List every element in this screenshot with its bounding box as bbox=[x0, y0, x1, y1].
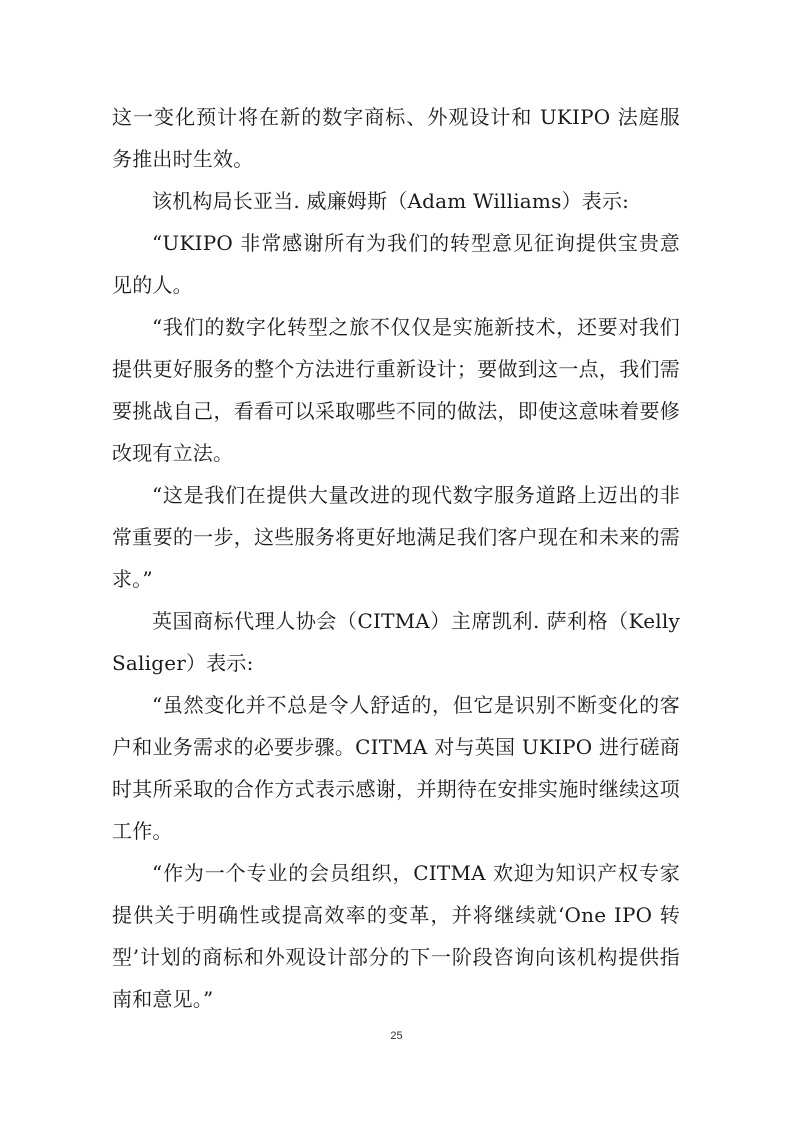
paragraph: 该机构局长亚当. 威廉姆斯（Adam Williams）表示: bbox=[152, 189, 630, 213]
paragraph: 英国商标代理人协会（CITMA）主席凯利. 萨利格（Kelly Saliger）表示: bbox=[112, 609, 680, 675]
paragraph: “作为一个专业的会员组织，CITMA 欢迎为知识产权专家提供关于明确性或提高效率的变革，并将继续就‘One IPO 转型’计划的商标和外观设计部分的下一阶段咨询向该机构提供指南和意见。” bbox=[112, 861, 680, 1011]
paragraph: “虽然变化并不总是令人舒适的，但它是识别不断变化的客户和业务需求的必要步骤。CITMA 对与英国 UKIPO 进行磋商时其所采取的合作方式表示感谢，并期待在安排实施时继续这项工作。 bbox=[112, 693, 680, 843]
page-body bbox=[112, 96, 680, 1020]
paragraph: “我们的数字化转型之旅不仅仅是实施新技术，还要对我们提供更好服务的整个方法进行重新设计；要做到这一点，我们需要挑战自己，看看可以采取哪些不同的做法，即使这意味着要修改现有立法。 bbox=[112, 315, 680, 465]
paragraph: “UKIPO 非常感谢所有为我们的转型意见征询提供宝贵意见的人。 bbox=[112, 231, 680, 297]
paragraph: “这是我们在提供大量改进的现代数字服务道路上迈出的非常重要的一步，这些服务将更好地满足我们客户现在和未来的需求。” bbox=[112, 483, 680, 591]
paragraph: 这一变化预计将在新的数字商标、外观设计和 UKIPO 法庭服务推出时生效。 bbox=[112, 105, 680, 171]
page-number: 25 bbox=[390, 1030, 403, 1042]
